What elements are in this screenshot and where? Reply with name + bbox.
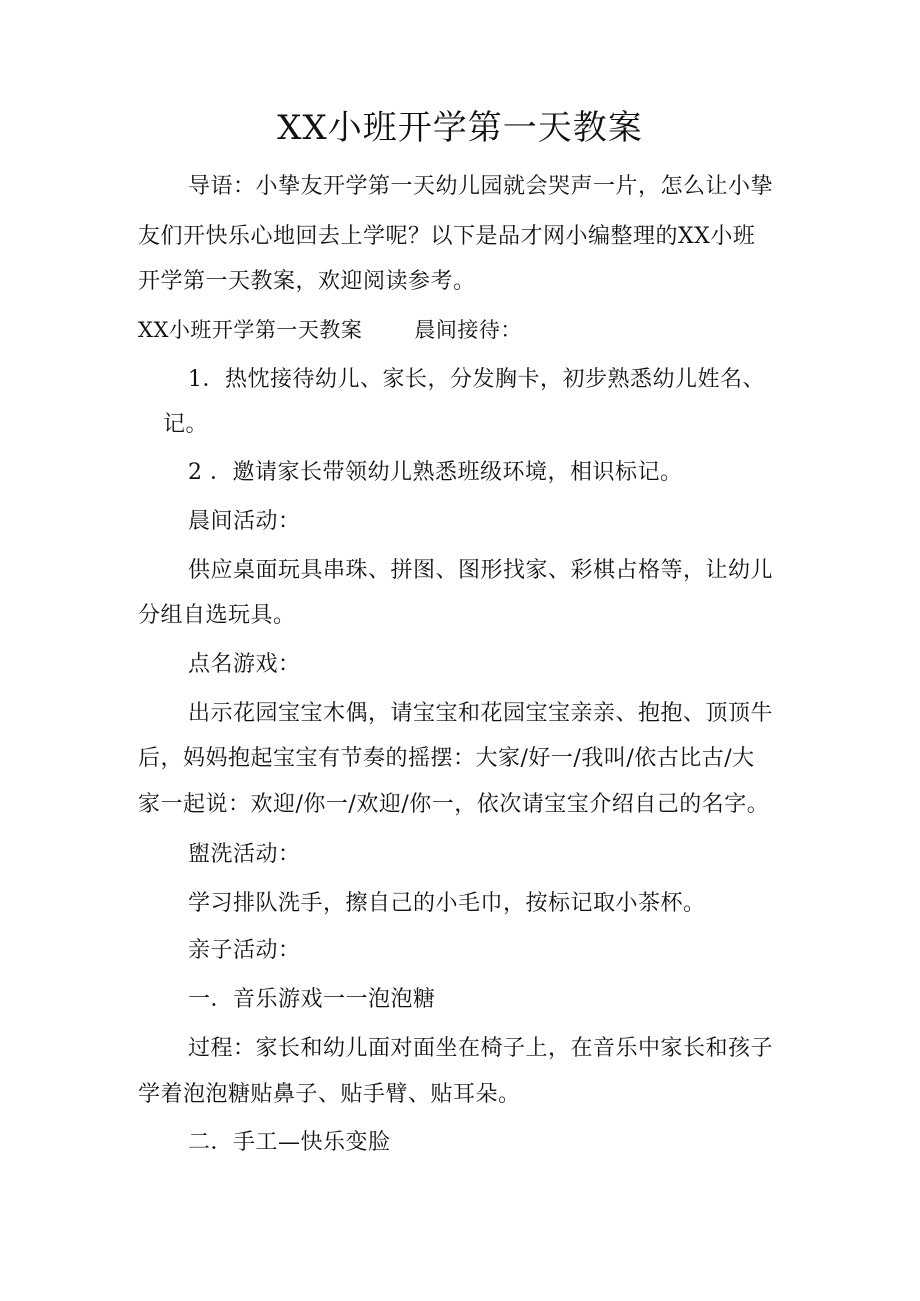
intro-line-1: 导语：小挚友开学第一天幼儿园就会哭声一片，怎么让小挚	[188, 174, 774, 199]
roll-call-line-3: 家一起说：欢迎/你一/欢迎/你一，依次请宝宝介绍自己的名字。	[138, 792, 770, 817]
washing-heading: 盥洗活动：	[188, 842, 301, 867]
parent-child-item-1-line-1: 过程：家长和幼儿面对面坐在椅子上，在音乐中家长和孩子	[188, 1036, 774, 1061]
washing-line: 学习排队洗手，擦自己的小毛巾，按标记取小茶杯。	[188, 891, 706, 916]
morning-activity-line-1: 供应桌面玩具串珠、拼图、图形找家、彩棋占格等，让幼儿	[188, 558, 774, 583]
intro-line-3: 开学第一天教案，欢迎阅读参考。	[138, 269, 476, 294]
morning-activity-line-2: 分组自选玩具。	[138, 603, 296, 628]
reception-item-1-line-2: 记。	[163, 412, 209, 437]
roll-call-line-2: 后，妈妈抱起宝宝有节奏的摇摆：大家/好一/我叫/依古比古/大	[138, 746, 755, 771]
parent-child-heading: 亲子活动：	[188, 938, 301, 963]
parent-child-item-2-title: 二．手工—快乐变脸	[188, 1130, 391, 1155]
intro-line-2: 友们开快乐心地回去上学呢？以下是品才网小编整理的XX小班	[138, 224, 756, 249]
subheading-left: XX小班开学第一天教案	[138, 318, 363, 342]
roll-call-heading: 点名游戏：	[188, 652, 301, 677]
roll-call-line-1: 出示花园宝宝木偶，请宝宝和花园宝宝亲亲、抱抱、顶顶牛	[188, 701, 774, 726]
morning-activity-heading: 晨间活动：	[188, 509, 301, 534]
subheading-line	[138, 315, 522, 345]
subheading-right: 晨间接待：	[414, 318, 522, 342]
reception-item-2: 2 ．邀请家长带领幼儿熟悉班级环境，相识标记。	[188, 460, 683, 485]
parent-child-item-1-title: 一．音乐游戏一一泡泡糖	[188, 987, 436, 1012]
document-title: XX小班开学第一天教案	[277, 108, 643, 148]
parent-child-item-1-line-2: 学着泡泡糖贴鼻子、贴手臂、贴耳朵。	[138, 1082, 521, 1107]
reception-item-1-line-1: 1．热忱接待幼儿、家长，分发胸卡，初步熟悉幼儿姓名、	[188, 367, 765, 392]
